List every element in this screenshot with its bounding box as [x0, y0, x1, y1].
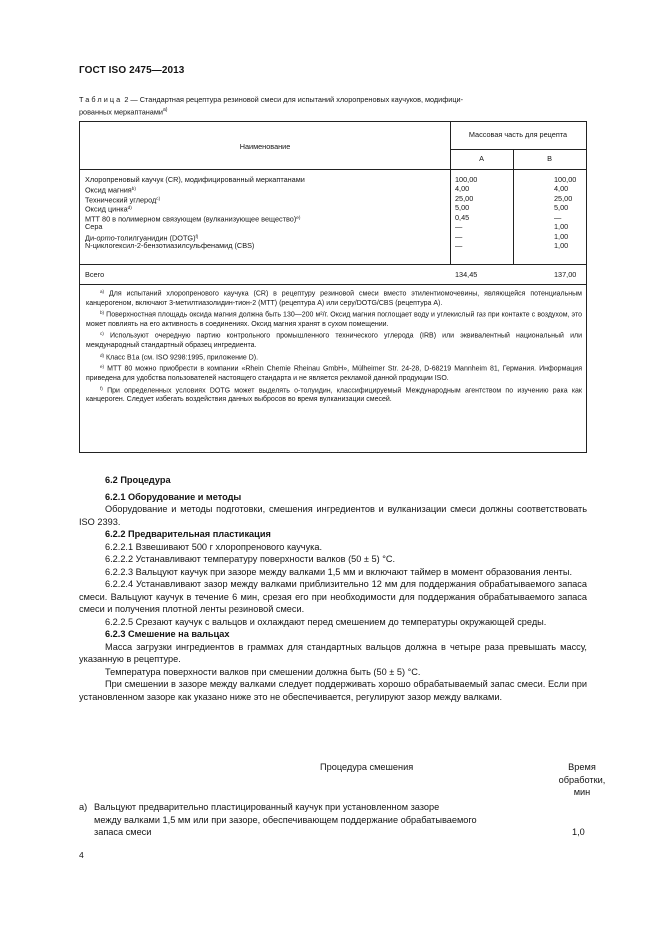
- row-name: Сера: [85, 222, 103, 231]
- procedure-column-header: Процедура смешения: [320, 762, 414, 772]
- time-column-header: [552, 761, 612, 799]
- footnote-text: Класс B1a (см. ISO 9298:1995, приложение D).: [106, 354, 259, 362]
- table-footnotes: [86, 287, 582, 405]
- table-caption-number: 2: [124, 95, 129, 104]
- paragraph: Масса загрузки ингредиентов в граммах для стандартных вальцов должна в четыре раза превышать массу, указанную в рецептуре.: [79, 641, 587, 664]
- value-b: 5,00: [554, 203, 569, 212]
- document-header: ГОСТ ISO 2475—2013: [79, 65, 185, 76]
- column-header-name: Наименование: [239, 142, 291, 151]
- value-a: 4,00: [455, 184, 470, 193]
- row-note-mark: e): [296, 214, 301, 220]
- row-note-mark: d): [127, 205, 132, 210]
- value-a: —: [455, 231, 463, 241]
- paragraph: 6.2.2.2 Устанавливают температуру поверхности валков (50 ± 5) °С.: [105, 554, 396, 564]
- procedure-item-line: запаса смеси: [94, 827, 152, 837]
- value-b: 100,00: [554, 175, 577, 184]
- row-note-mark: f): [195, 233, 199, 239]
- table-divider: [80, 264, 586, 265]
- paragraph: 6.2.2.5 Срезают каучук с вальцов и охлаждают перед смешением до температуры окружающей среды.: [105, 616, 547, 627]
- value-b: 25,00: [554, 193, 573, 203]
- paragraph: Температура поверхности валков при смешении должна быть (50 ± 5) °С.: [105, 666, 421, 677]
- footnote-text: Используют очередную партию контрольного промышленного технического углерода (IRB) или эквивалентный национальный или международный стандартный образец ингредиента.: [86, 332, 582, 350]
- row-name: Ди-: [85, 233, 97, 242]
- table-divider: [80, 284, 586, 285]
- table-divider: [450, 149, 586, 150]
- paragraph: Оборудование и методы подготовки, смешения ингредиентов и вулканизации смеси должны соответствовать ISO 2393.: [79, 504, 587, 527]
- value-b: 1,00: [554, 222, 569, 231]
- time-header-line: Время: [568, 762, 596, 772]
- table-row: [85, 241, 254, 250]
- footnote-text: При определенных условиях DOTG может выделять о-толуидин, классифицируемый Международным агентством по изучению рака как канцероген. Следует избегать воздействия данных выбросов во время вулканизации смесей.: [86, 387, 582, 404]
- table-row: [85, 175, 305, 184]
- table-divider: [450, 122, 451, 264]
- footnote-mark: а): [100, 289, 105, 294]
- footnote: [86, 351, 582, 363]
- total-value-a: 134,45: [455, 270, 478, 279]
- value-b: 1,00: [554, 231, 569, 241]
- value-a: 5,00: [455, 203, 470, 212]
- section-heading: 6.2.3 Смешение на вальцах: [105, 629, 230, 639]
- table-row: [85, 222, 102, 231]
- row-name: -толилгуанидин (DOTG): [114, 233, 196, 242]
- paragraph: При смешении в зазоре между валками следует поддерживать хорошо обрабатываемый запас смеси. Если при установленном зазоре как указано ниже это не обеспечивается, регулируют зазор между валками.: [79, 679, 587, 702]
- procedure-item-label: а): [79, 802, 88, 812]
- footnote-mark: c): [100, 331, 104, 337]
- value-b: 1,00: [554, 241, 569, 250]
- section-heading: 6.2.2 Предварительная пластикация: [105, 529, 271, 539]
- table-caption-note-mark: а): [162, 107, 168, 113]
- total-label: Всего: [85, 270, 105, 279]
- footnote-text: Поверхностная площадь оксида магния должна быть 130—200 м²/г. Оксид магния поглощает воду и углекислый газ при контакте с воздухом, это может повлиять на его активность в соединениях. Оксид магния хранят в сухом помещении.: [86, 311, 582, 329]
- column-header-b: B: [547, 154, 552, 163]
- value-a: —: [455, 241, 463, 250]
- paragraph: 6.2.2.3 Вальцуют каучук при зазоре между валками 1,5 мм и включают таймер в момент образования ленты.: [105, 566, 573, 577]
- row-note-mark: c): [156, 195, 161, 201]
- row-note-mark: b): [131, 186, 136, 191]
- procedure-item-time: 1,0: [572, 827, 585, 837]
- paragraph: 6.2.2.4 Устанавливают зазор между валками приблизительно 12 мм для поддержания обрабатываемого запаса смеси. Вальцуют каучук в течение 6 мин, срезая его при необходимости для поддержания обрабатываемого запаса смеси и получения плотной ленты резиновой смеси.: [79, 579, 587, 614]
- value-a: 25,00: [455, 193, 474, 203]
- row-name-italic: орто: [96, 233, 115, 242]
- procedure-item-line: между валками 1,5 мм или при зазоре, обеспечивающем поддержание обрабатываемого: [94, 814, 477, 825]
- recipe-table: [79, 121, 587, 453]
- footnote-mark: e): [100, 364, 105, 370]
- section-heading: 6.2.1 Оборудование и методы: [105, 491, 242, 502]
- row-name: МТТ 80 в полимерном связующем (вулканизующее вещество): [85, 214, 297, 223]
- table-divider: [513, 149, 514, 264]
- time-header-line: обработки,: [558, 774, 606, 785]
- footnote: [86, 362, 582, 383]
- row-name: Технический углерод: [85, 195, 157, 204]
- footnote: [86, 308, 582, 329]
- column-header-a: А: [479, 154, 484, 163]
- footnote-text: MTT 80 можно приобрести в компании «Rhein Chemie Rheinau GmbH», Mülheimer Str. 24-28, D-68219 Mannheim 81, Германия. Информация приведена для удобства пользователей настоящего стандарта и не является рекламой данной продукции ISO.: [86, 365, 582, 383]
- page-number: 4: [79, 850, 84, 860]
- column-header-mass: Массовая часть для рецепта: [468, 130, 568, 139]
- value-a: 100,00: [455, 175, 478, 184]
- value-b: 4,00: [554, 184, 569, 193]
- value-a: —: [455, 222, 463, 231]
- table-row: [85, 213, 300, 224]
- row-name: Оксид магния: [85, 185, 132, 195]
- paragraph: 6.2.2.1 Взвешивают 500 г хлоропренового каучука.: [105, 541, 323, 552]
- total-value-b: 137,00: [554, 270, 577, 279]
- row-name: N-циклогексил-2-бензотиазилсульфенамид (CBS): [85, 241, 255, 250]
- footnote: [86, 384, 582, 405]
- procedure-item-text: [94, 801, 477, 839]
- row-name: Оксид цинка: [85, 204, 128, 214]
- footnote-mark: d): [100, 352, 105, 358]
- table-caption-line2: рованных меркаптанами: [79, 107, 163, 117]
- value-a: 0,45: [455, 212, 470, 222]
- footnote-mark: b): [100, 310, 105, 316]
- table-caption-line1: — Стандартная рецептура резиновой смеси для испытаний хлоропреновых каучуков, модифици-: [128, 95, 464, 104]
- footnote: [86, 287, 582, 308]
- table-caption: [79, 95, 584, 117]
- section-body: [79, 474, 587, 703]
- footnote-text: Для испытаний хлоропренового каучука (CR) в рецептуру резиновой смеси вместо этилентиомочевины, являющейся потенциальным канцерогеном, включают 3-метилтиазолидин-тион-2 (MTT) (рецептура А) или серу/DOTG/CBS (рецептура А).: [86, 290, 582, 307]
- value-b: —: [554, 212, 562, 222]
- footnote-mark: f): [100, 385, 103, 391]
- row-name: Хлоропреновый каучук (CR), модифицированный меркаптанами: [85, 175, 305, 184]
- procedure-item-line: Вальцуют предварительно пластицированный каучук при установленном зазоре: [94, 802, 440, 812]
- section-heading: 6.2 Процедура: [105, 475, 171, 485]
- table-caption-label: Таблица: [79, 95, 123, 104]
- footnote: [86, 329, 582, 350]
- table-divider: [80, 169, 586, 170]
- time-header-line: мин: [573, 787, 591, 797]
